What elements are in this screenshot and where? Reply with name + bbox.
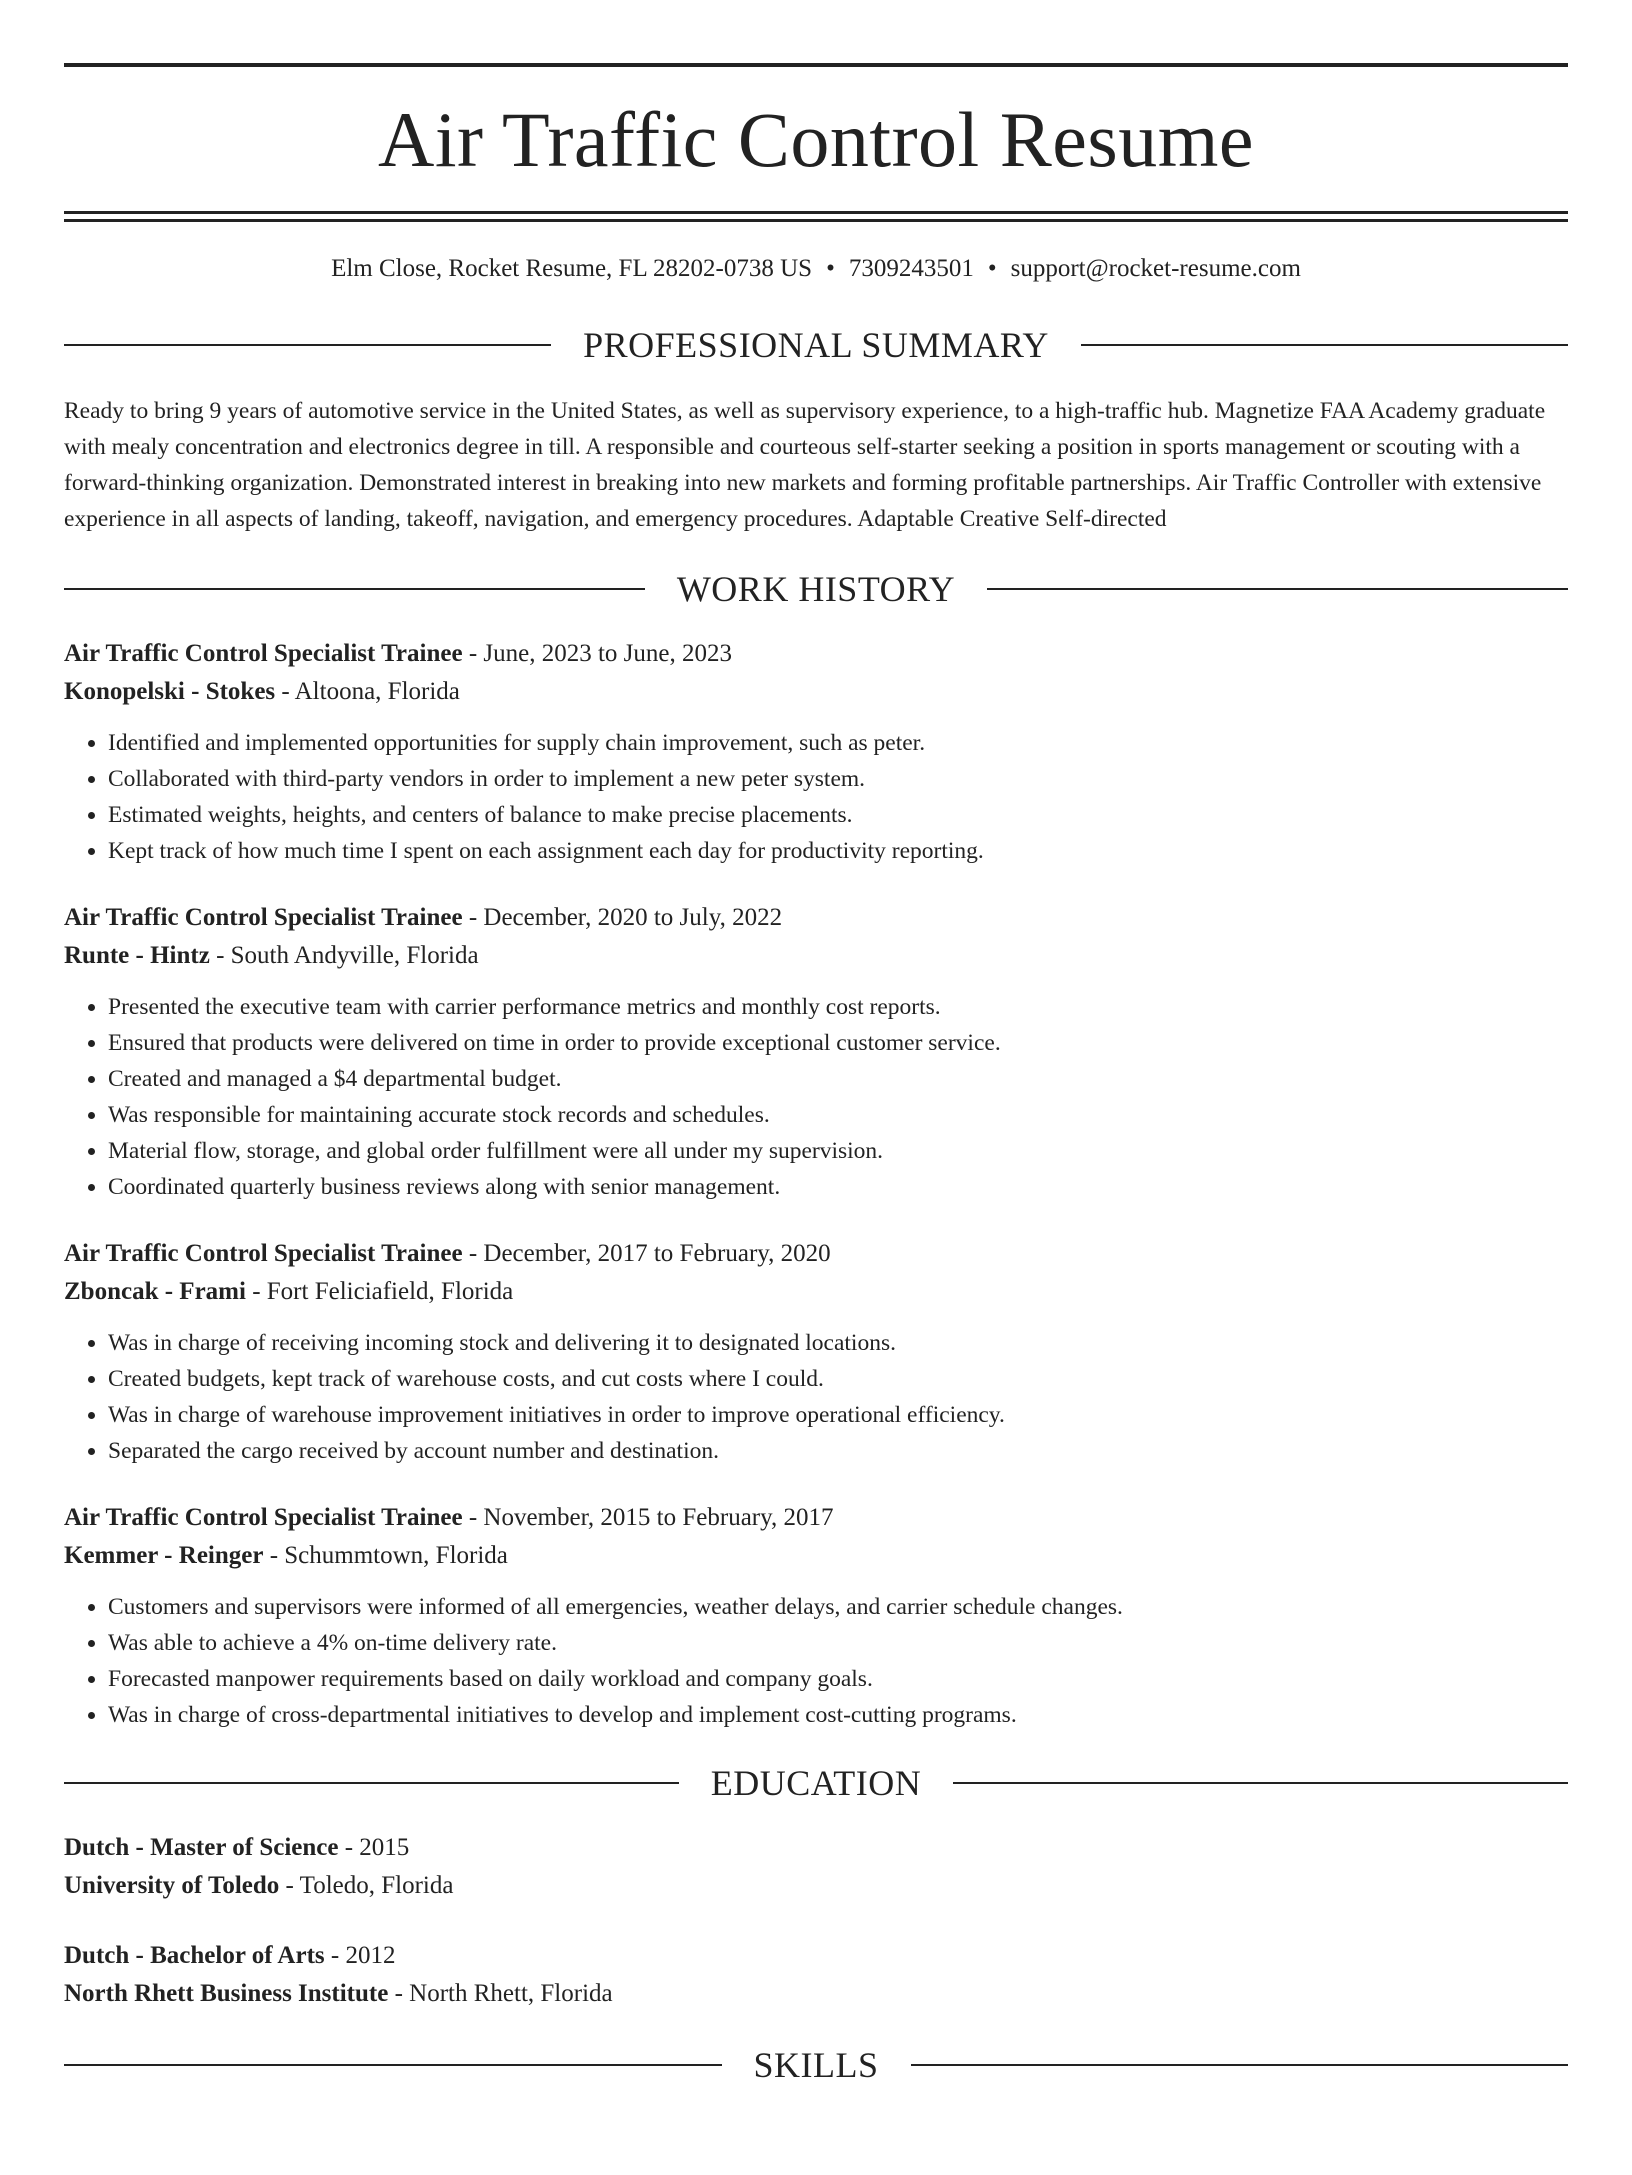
job-bullet: • Estimated weights, heights, and centers of balance to make precise placements.: [108, 797, 1568, 833]
job-title-line: [64, 635, 1568, 673]
job-bullet: • Identified and implemented opportunities for supply chain improvement, such as peter.: [108, 725, 1568, 761]
job-bullet: • Ensured that products were delivered on time in order to provide exceptional customer service.: [108, 1025, 1568, 1061]
job-title: Air Traffic Control Specialist Trainee: [64, 904, 463, 931]
job-company-line: [64, 673, 1568, 711]
contact-email: support@rocket-resume.com: [1010, 255, 1301, 282]
job-bullet: • Coordinated quarterly business reviews along with senior management.: [108, 1169, 1568, 1205]
education-year: - 2015: [338, 1834, 410, 1861]
job-bullet: • Was in charge of receiving incoming stock and delivering it to designated locations.: [108, 1325, 1568, 1361]
education-degree: Dutch - Master of Science: [64, 1834, 339, 1861]
job-bullet: • Customers and supervisors were informed of all emergencies, weather delays, and carrier schedule changes.: [108, 1589, 1568, 1625]
summary-text: Ready to bring 9 years of automotive service in the United States, as well as supervisory experience, to a high-traffic hub. Magnetize FAA Academy graduate with mealy concentration and electronics degree in till. A responsible and courteous self-starter seeking a position in sports management or scouting with a forward-thinking organization. Demonstrated interest in breaking into new markets and forming profitable partnerships. Air Traffic Controller with extensive experience in all aspects of landing, takeoff, navigation, and emergency procedures. Adaptable Creative Self-directed: [64, 398, 1546, 532]
job-bullets: [64, 1589, 1568, 1733]
job-bullet: • Separated the cargo received by account number and destination.: [108, 1433, 1568, 1469]
section-header-education: [64, 1765, 1568, 1801]
job-bullets: [64, 989, 1568, 1205]
job-company-line: [64, 937, 1568, 975]
job-title: Air Traffic Control Specialist Trainee: [64, 640, 463, 667]
job-bullet: • Created and managed a $4 departmental budget.: [108, 1061, 1568, 1097]
contact-separator: •: [987, 255, 997, 282]
section-rule-right: [953, 1782, 1568, 1784]
job-entry: [64, 1499, 1568, 1733]
job-bullets: [64, 725, 1568, 869]
section-rule-right: [987, 588, 1568, 590]
education-degree: Dutch - Bachelor of Arts: [64, 1942, 325, 1969]
top-rule: [64, 63, 1568, 67]
section-title: PROFESSIONAL SUMMARY: [583, 325, 1049, 365]
education-entry: [64, 1937, 1568, 2013]
education-school: North Rhett Business Institute: [64, 1980, 389, 2007]
job-title-line: [64, 1235, 1568, 1273]
job-company: Kemmer - Reinger: [64, 1542, 264, 1569]
job-bullet: • Created budgets, kept track of warehouse costs, and cut costs where I could.: [108, 1361, 1568, 1397]
section-rule-left: [64, 344, 551, 346]
section-rule-left: [64, 588, 645, 590]
job-dates: - November, 2015 to February, 2017: [462, 1504, 834, 1531]
education-school-line: [64, 1867, 1568, 1905]
job-entry: [64, 899, 1568, 1205]
title-double-rule: [64, 211, 1568, 222]
education-school-line: [64, 1975, 1568, 2013]
resume-page: [0, 63, 1632, 2175]
education-location: - Toledo, Florida: [279, 1872, 454, 1899]
education-year: - 2012: [324, 1942, 396, 1969]
job-title-line: [64, 1499, 1568, 1537]
section-title: EDUCATION: [710, 1763, 922, 1803]
section-title: SKILLS: [753, 2045, 879, 2085]
job-bullet: • Was in charge of warehouse improvement initiatives in order to improve operational efficiency.: [108, 1397, 1568, 1433]
job-bullet: • Kept track of how much time I spent on each assignment each day for productivity reporting.: [108, 833, 1568, 869]
job-location: - Schummtown, Florida: [263, 1542, 508, 1569]
contact-separator: •: [826, 255, 835, 282]
education-degree-line: [64, 1829, 1568, 1867]
section-rule-left: [64, 2064, 722, 2066]
contact-phone: 7309243501: [848, 255, 974, 282]
contact-line: [64, 256, 1568, 281]
job-dates: - June, 2023 to June, 2023: [462, 640, 732, 667]
resume-title: Air Traffic Control Resume: [377, 96, 1255, 183]
job-company-line: [64, 1273, 1568, 1311]
job-bullet: • Was responsible for maintaining accurate stock records and schedules.: [108, 1097, 1568, 1133]
education-location: - North Rhett, Florida: [388, 1980, 613, 2007]
job-dates: - December, 2017 to February, 2020: [462, 1240, 831, 1267]
job-bullet: • Material flow, storage, and global order fulfillment were all under my supervision.: [108, 1133, 1568, 1169]
job-entry: [64, 635, 1568, 869]
job-location: - South Andyville, Florida: [209, 942, 479, 969]
job-company: Zboncak - Frami: [64, 1278, 246, 1305]
section-header-summary: [64, 327, 1568, 363]
job-company-line: [64, 1537, 1568, 1575]
job-company: Runte - Hintz: [64, 942, 210, 969]
job-bullet: • Presented the executive team with carrier performance metrics and monthly cost reports.: [108, 989, 1568, 1025]
job-bullet: • Forecasted manpower requirements based on daily workload and company goals.: [108, 1661, 1568, 1697]
job-bullet: • Collaborated with third-party vendors in order to implement a new peter system.: [108, 761, 1568, 797]
job-location: - Fort Feliciafield, Florida: [245, 1278, 514, 1305]
job-bullets: [64, 1325, 1568, 1469]
section-header-skills: [64, 2047, 1568, 2083]
section-header-work: [64, 571, 1568, 607]
education-degree-line: [64, 1937, 1568, 1975]
job-dates: - December, 2020 to July, 2022: [462, 904, 783, 931]
job-entry: [64, 1235, 1568, 1469]
section-rule-right: [911, 2064, 1569, 2066]
job-bullet: • Was in charge of cross-departmental initiatives to develop and implement cost-cutting programs.: [108, 1697, 1568, 1733]
education-entry: [64, 1829, 1568, 1905]
job-title: Air Traffic Control Specialist Trainee: [64, 1504, 463, 1531]
contact-address: Elm Close, Rocket Resume, FL 28202-0738 US: [331, 255, 813, 282]
job-bullet: • Was able to achieve a 4% on-time delivery rate.: [108, 1625, 1568, 1661]
section-title: WORK HISTORY: [676, 569, 956, 609]
education-school: University of Toledo: [64, 1872, 280, 1899]
job-title: Air Traffic Control Specialist Trainee: [64, 1240, 463, 1267]
section-rule-left: [64, 1782, 679, 1784]
job-location: - Altoona, Florida: [275, 678, 460, 705]
job-company: Konopelski - Stokes: [64, 678, 276, 705]
job-title-line: [64, 899, 1568, 937]
section-rule-right: [1081, 344, 1568, 346]
